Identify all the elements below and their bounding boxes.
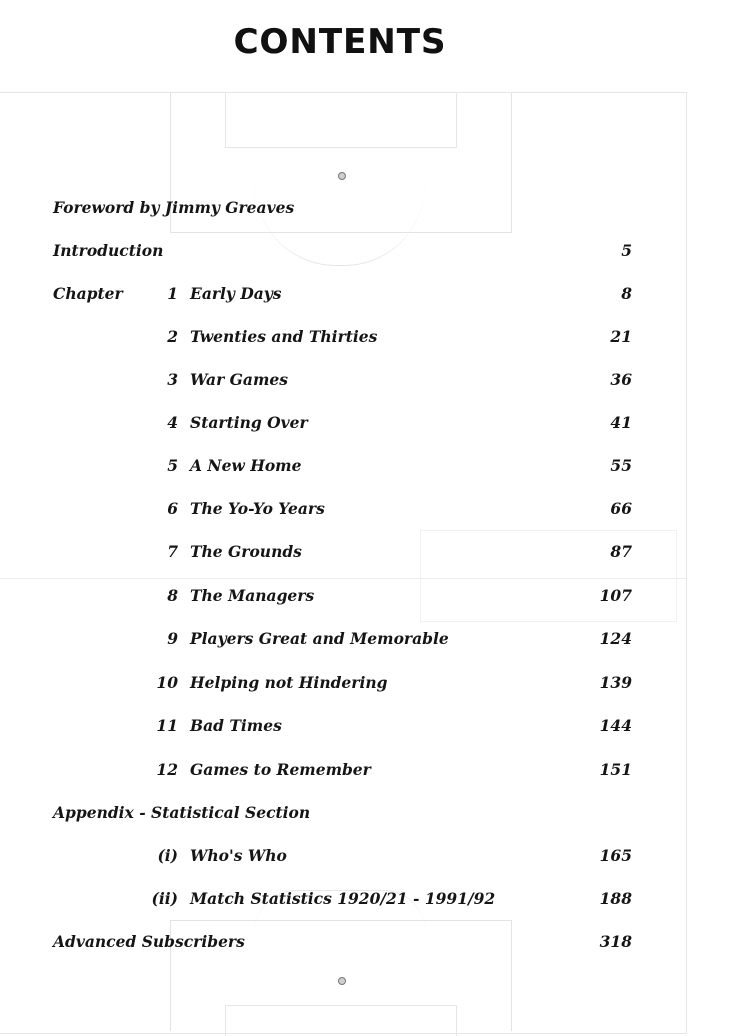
- toc-entry-chapter-8: [0, 586, 756, 616]
- toc-entry-introduction: [0, 241, 756, 271]
- toc-number: 8: [167, 586, 178, 605]
- toc-page-number: 66: [610, 499, 632, 518]
- toc-number: 11: [156, 716, 178, 735]
- toc-number: 3: [167, 370, 178, 389]
- penalty-spot-bottom: [338, 977, 346, 985]
- toc-number: 6: [167, 499, 178, 518]
- toc-label: Helping not Hindering: [190, 673, 388, 692]
- toc-page-number: 188: [599, 889, 632, 908]
- toc-number: 4: [167, 413, 178, 432]
- toc-page-number: 139: [599, 673, 632, 692]
- toc-entry-appendix: [0, 803, 756, 833]
- toc-label: Players Great and Memorable: [190, 629, 449, 648]
- toc-page-number: 5: [621, 241, 632, 260]
- toc-number: 10: [156, 673, 178, 692]
- toc-entry-chapter-11: [0, 716, 756, 746]
- goal-area-top: [225, 92, 457, 148]
- toc-entry-chapter-4: [0, 413, 756, 443]
- toc-page-number: 55: [610, 456, 632, 475]
- toc-page-number: 21: [610, 327, 632, 346]
- toc-page-number: 165: [599, 846, 632, 865]
- toc-number: 7: [167, 542, 178, 561]
- toc-label: Twenties and Thirties: [190, 327, 378, 346]
- toc-number: (ii): [151, 889, 178, 908]
- toc-label: Starting Over: [190, 413, 308, 432]
- toc-page-number: 8: [621, 284, 632, 303]
- toc-label: Games to Remember: [190, 760, 371, 779]
- toc-number: 5: [167, 456, 178, 475]
- toc-label: Match Statistics 1920/21 - 1991/92: [190, 889, 496, 908]
- toc-lead: Chapter: [53, 284, 123, 303]
- toc-page-number: 144: [599, 716, 632, 735]
- toc-label: Bad Times: [190, 716, 282, 735]
- toc-entry-subscribers: [0, 932, 756, 962]
- toc-entry-foreword: [0, 198, 756, 228]
- toc-number: 12: [156, 760, 178, 779]
- toc-page-number: 107: [599, 586, 632, 605]
- toc-lead: Foreword by Jimmy Greaves: [53, 198, 295, 217]
- goal-area-bottom: [225, 1005, 457, 1036]
- toc-page-number: 318: [599, 932, 632, 951]
- toc-lead: Advanced Subscribers: [53, 932, 245, 951]
- toc-entry-chapter-12: [0, 760, 756, 790]
- toc-label: Who's Who: [190, 846, 287, 865]
- toc-number: 2: [167, 327, 178, 346]
- toc-page-number: 87: [610, 542, 632, 561]
- toc-label: Early Days: [190, 284, 282, 303]
- toc-label: A New Home: [190, 456, 302, 475]
- penalty-spot-top: [338, 172, 346, 180]
- toc-entry-chapter-9: [0, 629, 756, 659]
- toc-number: 1: [167, 284, 178, 303]
- toc-number: 9: [167, 629, 178, 648]
- toc-page-number: 124: [599, 629, 632, 648]
- toc-lead: Introduction: [53, 241, 164, 260]
- toc-label: The Grounds: [190, 542, 302, 561]
- toc-entry-chapter-1: [0, 284, 756, 314]
- toc-entry-chapter-10: [0, 673, 756, 703]
- toc-entry-chapter-2: [0, 327, 756, 357]
- toc-lead: Appendix - Statistical Section: [53, 803, 311, 822]
- toc-page-number: 151: [599, 760, 632, 779]
- toc-entry-appendix-i: [0, 846, 756, 876]
- page-title: CONTENTS: [233, 22, 447, 62]
- toc-entry-chapter-6: [0, 499, 756, 529]
- toc-page-number: 41: [610, 413, 632, 432]
- toc-number: (i): [157, 846, 178, 865]
- toc-entry-chapter-5: [0, 456, 756, 486]
- toc-page-number: 36: [610, 370, 632, 389]
- toc-entry-chapter-3: [0, 370, 756, 400]
- toc-label: War Games: [190, 370, 288, 389]
- toc-label: The Managers: [190, 586, 315, 605]
- toc-label: The Yo-Yo Years: [190, 499, 325, 518]
- toc-entry-appendix-ii: [0, 889, 756, 919]
- toc-entry-chapter-7: [0, 542, 756, 572]
